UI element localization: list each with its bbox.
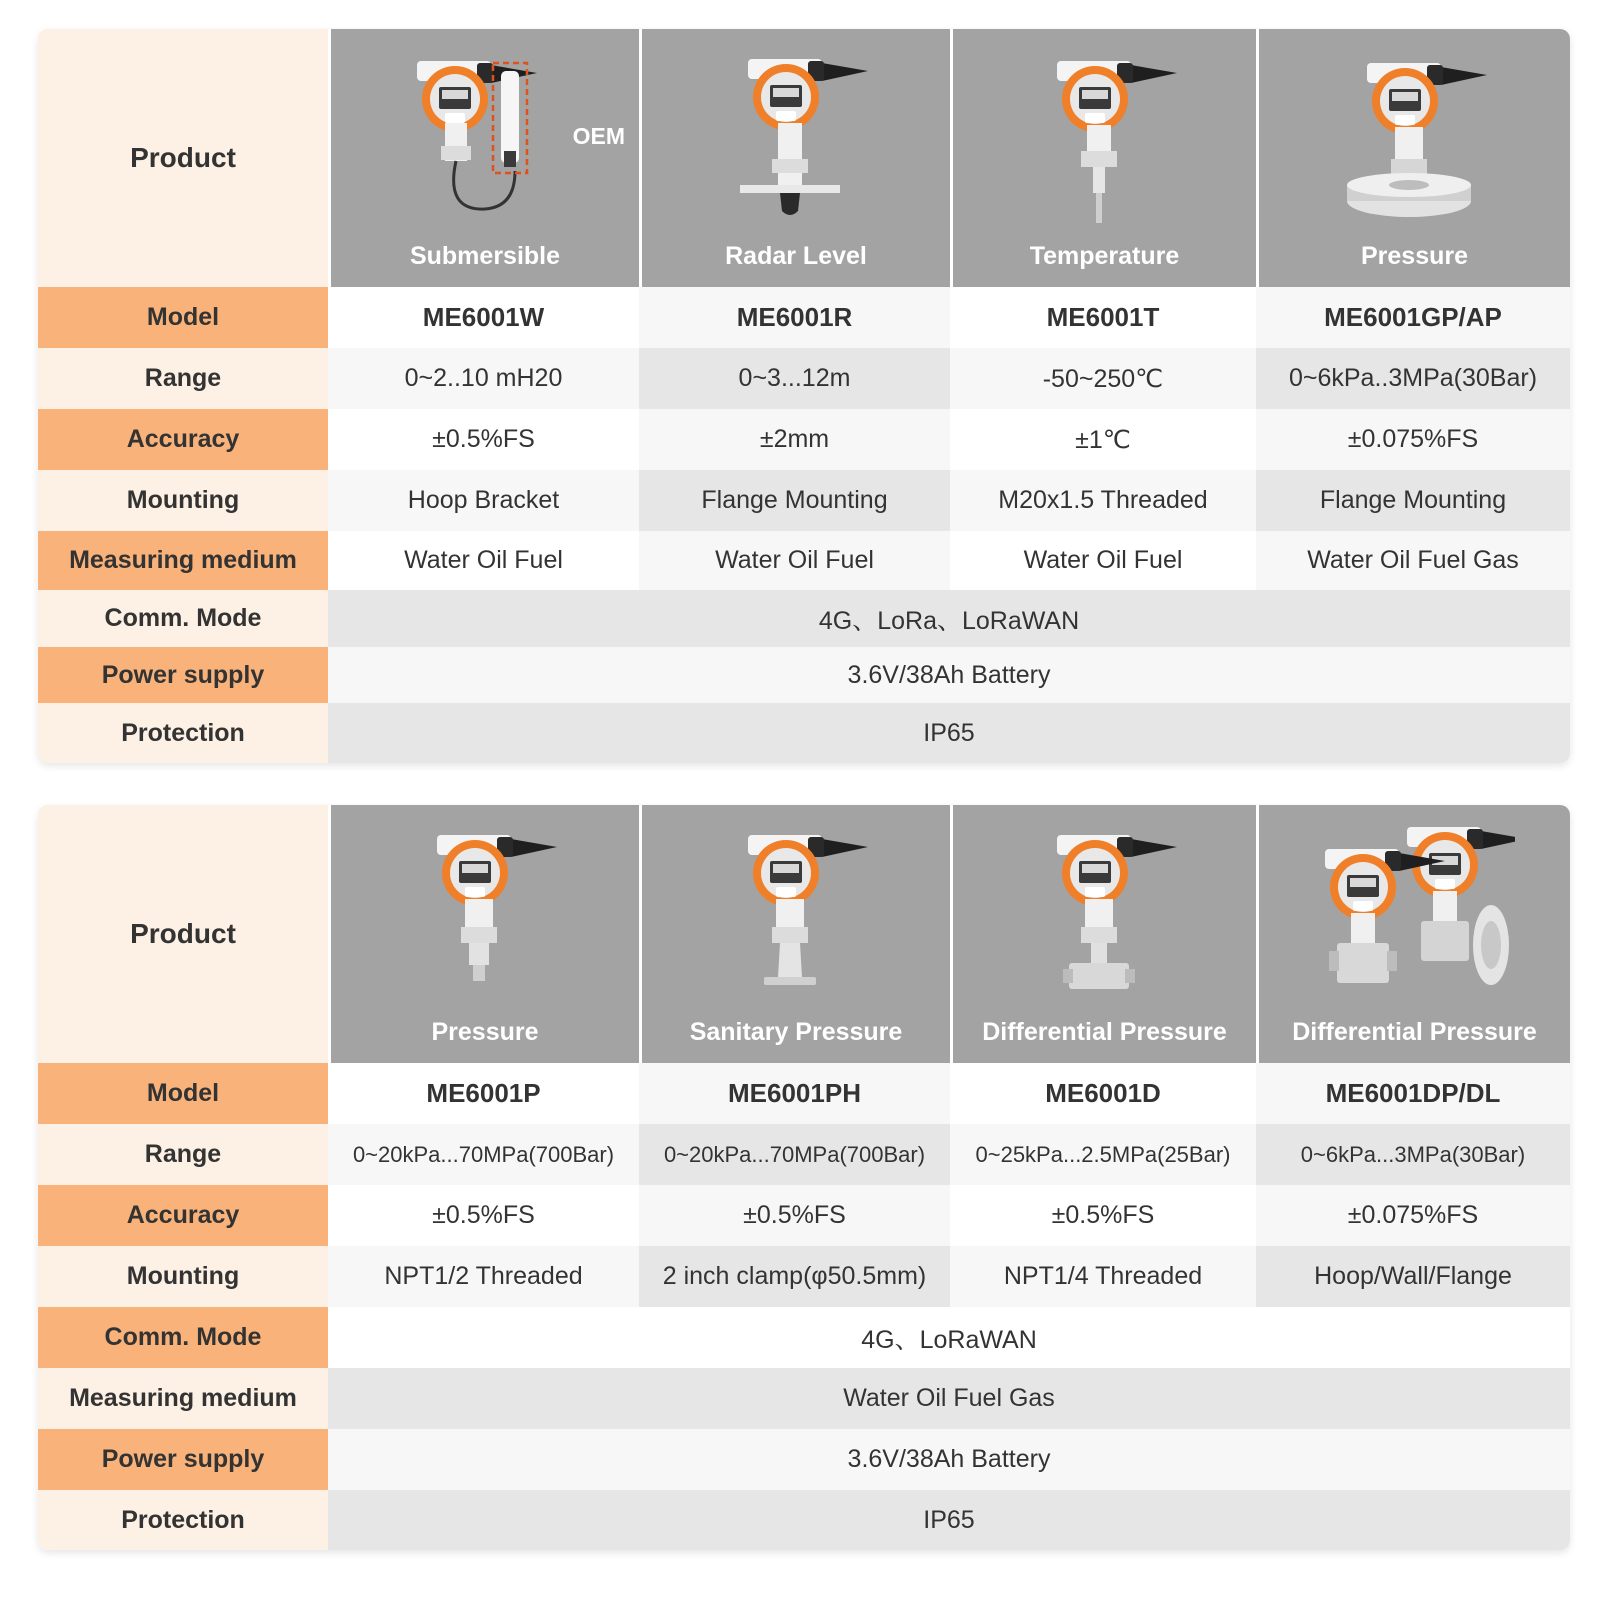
row-label-measuring-medium: Measuring medium: [38, 1368, 328, 1429]
differential-pressure-transmitter-icon: [1005, 827, 1205, 1005]
dual-differential-pressure-transmitter-icon: [1315, 827, 1515, 1005]
product-header-temperature: [950, 29, 1256, 287]
range-value: 0~2..10 mH20: [328, 348, 639, 409]
product-name: Differential Pressure: [982, 1018, 1227, 1046]
range-value: 0~20kPa...70MPa(700Bar): [328, 1124, 639, 1185]
product-name: Differential Pressure: [1292, 1018, 1537, 1046]
product-label: Product: [38, 805, 328, 1063]
submersible-transmitter-icon: [385, 51, 585, 229]
product-header-pressure: [328, 805, 639, 1063]
model-value: ME6001D: [950, 1063, 1256, 1124]
model-value: ME6001P: [328, 1063, 639, 1124]
product-label: Product: [38, 29, 328, 287]
sanitary-pressure-transmitter-icon: [696, 827, 896, 1005]
range-value: 0~20kPa...70MPa(700Bar): [639, 1124, 950, 1185]
model-value: ME6001PH: [639, 1063, 950, 1124]
row-label-comm-mode: Comm. Mode: [38, 1307, 328, 1368]
accuracy-value: ±2mm: [639, 409, 950, 470]
model-value: ME6001GP/AP: [1256, 287, 1570, 348]
product-name: Sanitary Pressure: [689, 1018, 903, 1046]
medium-value: Water Oil Fuel: [328, 531, 639, 590]
accuracy-value: ±0.5%FS: [328, 1185, 639, 1246]
radar-level-transmitter-icon: [696, 51, 896, 229]
row-label-power-supply: Power supply: [38, 1429, 328, 1490]
product-name: Radar Level: [725, 242, 867, 270]
row-label-comm-mode: Comm. Mode: [38, 590, 328, 647]
accuracy-value: ±0.075%FS: [1256, 409, 1570, 470]
accuracy-value: ±0.075%FS: [1256, 1185, 1570, 1246]
range-value: 0~6kPa..3MPa(30Bar): [1256, 348, 1570, 409]
mounting-value: Flange Mounting: [639, 470, 950, 531]
row-label-model: Model: [38, 287, 328, 348]
range-value: -50~250℃: [950, 348, 1256, 409]
power-supply-value: 3.6V/38Ah Battery: [328, 1429, 1570, 1490]
spec-table-1: [38, 29, 1570, 763]
product-header-pressure: [1256, 29, 1570, 287]
row-label-mounting: Mounting: [38, 1246, 328, 1307]
product-name: Temperature: [1029, 242, 1180, 270]
row-label-protection: Protection: [38, 1490, 328, 1550]
oem-label: OEM: [572, 123, 625, 149]
product-header-differential-pressure: [950, 805, 1256, 1063]
flange-pressure-transmitter-icon: [1315, 51, 1515, 229]
row-label-mounting: Mounting: [38, 470, 328, 531]
row-label-range: Range: [38, 1124, 328, 1185]
model-value: ME6001R: [639, 287, 950, 348]
range-value: 0~25kPa...2.5MPa(25Bar): [950, 1124, 1256, 1185]
mounting-value: Hoop/Wall/Flange: [1256, 1246, 1570, 1307]
model-value: ME6001W: [328, 287, 639, 348]
medium-value: Water Oil Fuel Gas: [328, 1368, 1570, 1429]
mounting-value: Hoop Bracket: [328, 470, 639, 531]
temperature-transmitter-icon: [1005, 51, 1205, 229]
model-value: ME6001T: [950, 287, 1256, 348]
model-value: ME6001DP/DL: [1256, 1063, 1570, 1124]
accuracy-value: ±0.5%FS: [639, 1185, 950, 1246]
product-name: Pressure: [1360, 242, 1469, 270]
row-label-accuracy: Accuracy: [38, 409, 328, 470]
pressure-transmitter-icon: [385, 827, 585, 1005]
mounting-value: M20x1.5 Threaded: [950, 470, 1256, 531]
product-header-submersible: [328, 29, 639, 287]
mounting-value: NPT1/2 Threaded: [328, 1246, 639, 1307]
comm-mode-value: 4G、LoRaWAN: [328, 1307, 1570, 1368]
accuracy-value: ±1℃: [950, 409, 1256, 470]
power-supply-value: 3.6V/38Ah Battery: [328, 647, 1570, 703]
product-header-radar-level: [639, 29, 950, 287]
range-value: 0~6kPa...3MPa(30Bar): [1256, 1124, 1570, 1185]
accuracy-value: ±0.5%FS: [950, 1185, 1256, 1246]
row-label-model: Model: [38, 1063, 328, 1124]
row-label-accuracy: Accuracy: [38, 1185, 328, 1246]
mounting-value: 2 inch clamp(φ50.5mm): [639, 1246, 950, 1307]
row-label-power-supply: Power supply: [38, 647, 328, 703]
product-name: Submersible: [409, 242, 561, 270]
row-label-range: Range: [38, 348, 328, 409]
comm-mode-value: 4G、LoRa、LoRaWAN: [328, 590, 1570, 647]
product-header-sanitary-pressure: [639, 805, 950, 1063]
product-name: Pressure: [431, 1018, 539, 1046]
range-value: 0~3...12m: [639, 348, 950, 409]
row-label-measuring-medium: Measuring medium: [38, 531, 328, 590]
medium-value: Water Oil Fuel: [639, 531, 950, 590]
row-label-protection: Protection: [38, 703, 328, 763]
mounting-value: Flange Mounting: [1256, 470, 1570, 531]
protection-value: IP65: [328, 703, 1570, 763]
mounting-value: NPT1/4 Threaded: [950, 1246, 1256, 1307]
medium-value: Water Oil Fuel: [950, 531, 1256, 590]
medium-value: Water Oil Fuel Gas: [1256, 531, 1570, 590]
accuracy-value: ±0.5%FS: [328, 409, 639, 470]
spec-table-2: [38, 805, 1570, 1550]
product-header-differential-pressure-dual: [1256, 805, 1570, 1063]
protection-value: IP65: [328, 1490, 1570, 1550]
